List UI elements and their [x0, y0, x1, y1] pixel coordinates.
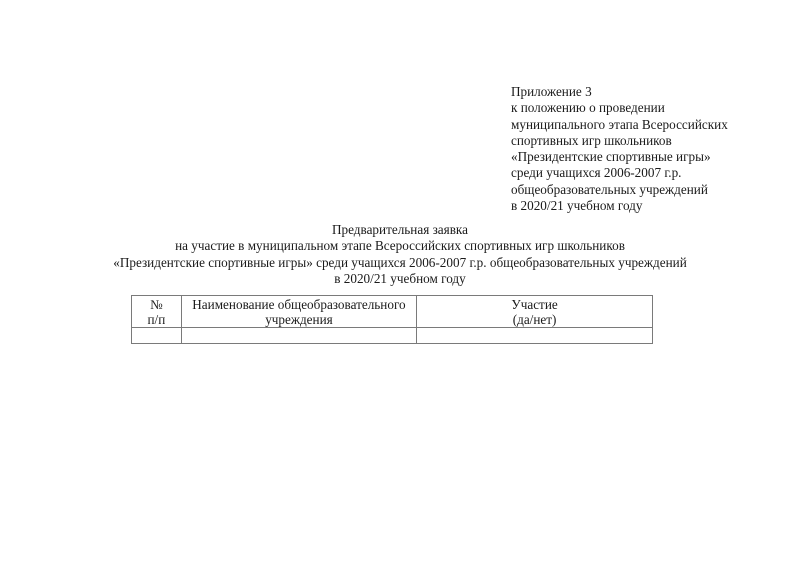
table-header-row — [132, 296, 653, 328]
application-table — [131, 295, 653, 344]
appendix-line: к положению о проведении — [511, 100, 665, 116]
header-text: № — [150, 296, 163, 312]
table-row — [132, 328, 653, 344]
appendix-line: муниципального этапа Всероссийских — [511, 116, 728, 132]
header-institution — [181, 296, 416, 328]
document-title — [0, 222, 800, 287]
appendix-line: спортивных игр школьников — [511, 132, 672, 148]
appendix-line: в 2020/21 учебном году — [511, 198, 643, 214]
appendix-note — [511, 84, 771, 214]
header-text: Участие — [511, 296, 558, 312]
header-text: Наименование общеобразовательного — [192, 296, 406, 312]
appendix-line: среди учащихся 2006-2007 г.р. — [511, 165, 682, 181]
appendix-line: «Президентские спортивные игры» — [511, 149, 711, 165]
title-line: в 2020/21 учебном году — [334, 270, 466, 286]
header-text: учреждения — [265, 311, 333, 327]
header-text: п/п — [147, 311, 166, 327]
title-line: Предварительная заявка — [332, 222, 468, 237]
appendix-line: общеобразовательных учреждений — [511, 181, 708, 197]
appendix-line: Приложение 3 — [511, 84, 592, 99]
header-participation — [417, 296, 653, 328]
header-number — [132, 296, 182, 328]
header-text: (да/нет) — [512, 311, 557, 327]
title-line: на участие в муниципальном этапе Всероссийских спортивных игр школьников — [175, 238, 625, 254]
cell-participation — [417, 328, 653, 344]
cell-number — [132, 328, 182, 344]
cell-institution — [181, 328, 416, 344]
title-line: «Президентские спортивные игры» среди учащихся 2006-2007 г.р. общеобразовательных учреждений — [113, 254, 687, 270]
